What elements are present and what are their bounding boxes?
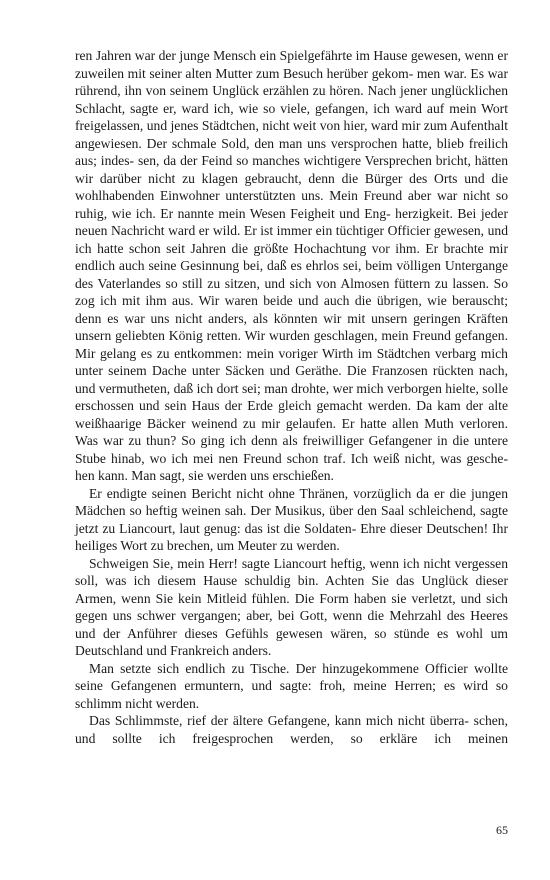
text-line: thun? So ging ich denn als freiwilliger Gefangener in die untere Stube: [75, 433, 508, 466]
text-line: die wohlhabenden Einwohner unterstützten uns. Mein Freund aber: [75, 170, 508, 203]
text-line: Man setzte sich endlich zu Tische. Der hinzugekommene Officier: [89, 660, 468, 676]
text-line: hinab, wo ich mei nen Freund schon traf. Ich weiß nicht, was gesche-: [111, 450, 508, 466]
text-line: schmale Sold, den man uns versprochen hatte, blieb freilich aus; indes-: [75, 135, 508, 168]
text-line: wir darüber nicht zu klagen gebraucht, denn die Bürger des Orts und: [75, 170, 485, 186]
text-line: tüchtiger Officier gewesen, und ich hatte schon seit Jahren die größte: [75, 223, 508, 256]
paragraph: [75, 47, 508, 485]
text-line: ihm aus. Wir waren beide und auch die übrigen, wie berauscht; denn: [75, 293, 508, 326]
page-number: 65: [496, 823, 508, 837]
text-line: gefangen. Mir gelang es zu entkommen: mein voriger Wirth im: [75, 328, 508, 361]
text-line: hen kann. Man sagt, sie werden uns erschießen.: [75, 468, 334, 483]
text-line: Er endigte seinen Bericht nicht ohne Thränen, vorzüglich da er die: [89, 485, 467, 501]
text-line: Ehre dieser Deutschen! Ihr heiliges Wort zu brechen, um Meuter zu: [75, 520, 508, 553]
text-line: wären, so stünde es wohl um Deutschland und Frankreich anders.: [75, 625, 508, 658]
text-line: gefangen, ich ward auf mein Wort freigelassen, und jenes Städtchen,: [75, 100, 508, 133]
text-line: Die Franzosen rückten nach, und vermutheten, daß ich dort sei; man: [75, 363, 508, 396]
text-line: sen, da der Feind so manches wichtigere Versprechen bricht, hätten: [137, 153, 508, 168]
text-line: nicht weit von hier, ward mir zum Aufenthalt angewiesen. Der: [75, 118, 509, 151]
text-line: unsern geliebten König retten. Wir wurden geschlagen, mein Freund: [75, 328, 451, 343]
text-line: Unglück dieser Armen, wenn Sie kein Mitleid fühlen. Die Form haben: [75, 573, 508, 606]
text-line: men war. Es war rührend, ihn von seinem Unglück erzählen zu hören.: [75, 65, 508, 98]
text-line: jungen Mädchen so heftig weinen sah. Der Musikus, über den Saal: [75, 485, 508, 518]
text-line: weinend zu mir gelaufen. Er hatte allen Muth verloren. Was war zu: [75, 415, 508, 448]
text-line: Erde gleich gemacht werden. Da kam der alte weißhaarige Bäcker: [75, 398, 508, 431]
text-line: Nach jener unglücklichen Schlacht, sagte er, ward ich, wie so viele,: [75, 83, 509, 116]
text-line: vergessen soll, was ich diesem Hause schuldig bin. Achten Sie das: [75, 555, 508, 588]
text-line: werden.: [296, 538, 340, 553]
text-line: die Mehrzahl des Heeres und der Anführer dieses Gefühls gewesen: [75, 608, 508, 641]
text-line: still zu sitzen, und sich von Almosen füttern zu lassen. So zog ich mit: [75, 275, 508, 308]
body-text: [75, 47, 508, 747]
text-line: wollte seine Gefangenen ermuntern, und sagte: froh, meine Herren;: [75, 660, 509, 693]
text-line: sie verletzt, und sich gegen uns schwer vergangen; aber, bei Gott, wenn: [75, 590, 508, 623]
paragraph: [75, 712, 508, 747]
text-line: schen, und sollte ich freigesprochen werden, so erkläre ich meinen: [75, 713, 509, 746]
text-line: herzigkeit. Bei jeder neuen Nachricht ward er wild. Er ist immer ein: [75, 205, 508, 238]
paragraph: [75, 660, 508, 713]
text-line: Das Schlimmste, rief der ältere Gefangene, kann mich nicht überra-: [89, 713, 469, 728]
text-line: schleichend, sagte jetzt zu Liancourt, laut genug: das ist die Soldaten-: [75, 503, 508, 536]
text-line: wenn er zuweilen mit seiner alten Mutter zum Besuch herüber gekom-: [75, 48, 508, 81]
text-line: Schweigen Sie, mein Herr! sagte Liancourt heftig, wenn ich nicht: [89, 555, 451, 571]
text-line: bei, daß es ehrlos sei, beim völligen Untergange des Vaterlandes so: [75, 258, 508, 291]
text-line: Städtchen verbarg mich unter seinem Dache unter Säcken und Geräthe.: [75, 345, 508, 378]
text-line: drohte, wer mich verborgen hielte, solle erschossen und sein Haus der: [75, 380, 508, 413]
text-line: Hochachtung vor ihm. Er brachte mir endlich auch seine Gesinnung: [75, 240, 508, 273]
text-line: war nicht so ruhig, wie ich. Er nannte mein Wesen Feigheit und Eng-: [75, 188, 508, 221]
text-line: es war uns nicht anders, als könnten wir mit unsern geringen Kräften: [107, 310, 508, 326]
paragraph: [75, 555, 508, 660]
text-line: ren Jahren war der junge Mensch ein Spielgefährte im Hause gewesen,: [75, 48, 462, 63]
paragraph: [75, 485, 508, 555]
text-line: es wird so schlimm nicht werden.: [75, 678, 508, 711]
